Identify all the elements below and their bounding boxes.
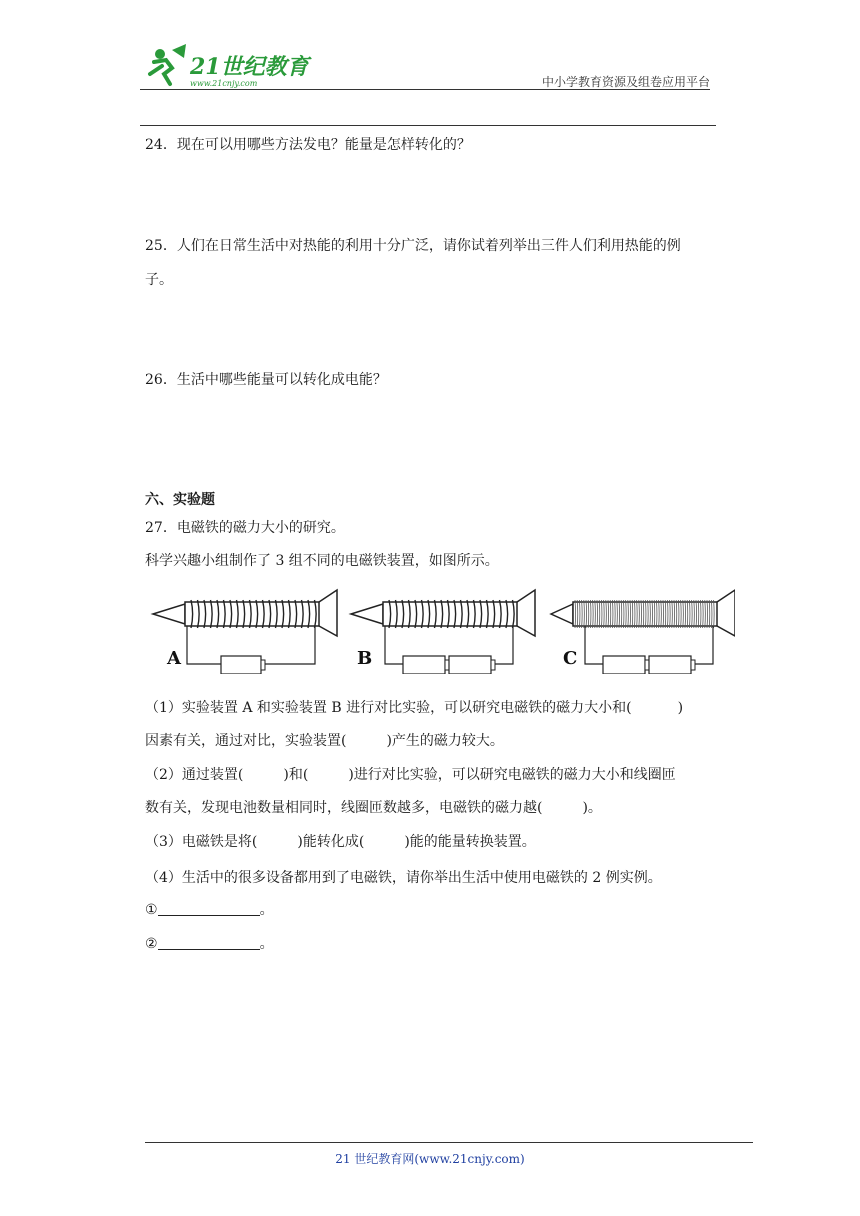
question-27-intro: 科学兴趣小组制作了 3 组不同的电磁铁装置，如图所示。 [145,553,499,569]
header-divider [140,89,710,90]
subquestion-1-line2: 因素有关，通过对比，实验装置( )产生的磁力较大。 [145,733,504,749]
content-divider [140,125,716,126]
site-logo [140,40,320,92]
answer-line-1: ① 。 [145,902,274,918]
setup-c-label: C [563,648,578,669]
electromagnet-figure [145,584,735,674]
question-24: 24．现在可以用哪些方法发电？能量是怎样转化的？ [145,137,471,153]
section-title: 六、实验题 [145,492,215,508]
subquestion-3: （3）电磁铁是将( )能转化成( )能的能量转换装置。 [145,834,536,850]
subquestion-2-line1: （2）通过装置( )和( )进行对比实验，可以研究电磁铁的磁力大小和线圈匝 [145,767,676,783]
footer-divider [145,1142,753,1143]
subquestion-2-line2: 数有关，发现电池数量相同时，线圈匝数越多，电磁铁的磁力越( )。 [145,800,602,816]
platform-name: 中小学教育资源及组卷应用平台 [541,75,710,89]
setup-c-diagram [551,590,735,674]
subquestion-1-line1: （1）实验装置 A 和实验装置 B 进行对比实验，可以研究电磁铁的磁力大小和( ) [145,700,684,716]
question-25-line1: 25．人们在日常生活中对热能的利用十分广泛，请你试着列举出三件人们利用热能的例 [145,238,681,254]
footer-text: 21 世纪教育网(www.21cnjy.com) [335,1152,525,1166]
logo-url: www.21cnjy.com [190,79,258,88]
setup-b-label: B [357,648,373,669]
question-26: 26．生活中哪些能量可以转化成电能？ [145,372,387,388]
runner-logo-icon [140,40,320,92]
setup-a-diagram [153,590,337,674]
question-25-line2: 子。 [145,272,173,288]
answer-line-2: ② 。 [145,936,274,952]
logo-text: 21世纪教育 [190,54,309,80]
question-27: 27．电磁铁的磁力大小的研究。 [145,520,345,536]
answer-2-blank[interactable] [158,935,260,950]
setup-a-label: A [167,648,181,669]
subquestion-4: （4）生活中的很多设备都用到了电磁铁，请你举出生活中使用电磁铁的 2 例实例。 [145,870,662,886]
answer-1-blank[interactable] [158,901,260,916]
setup-b-diagram [351,590,535,674]
